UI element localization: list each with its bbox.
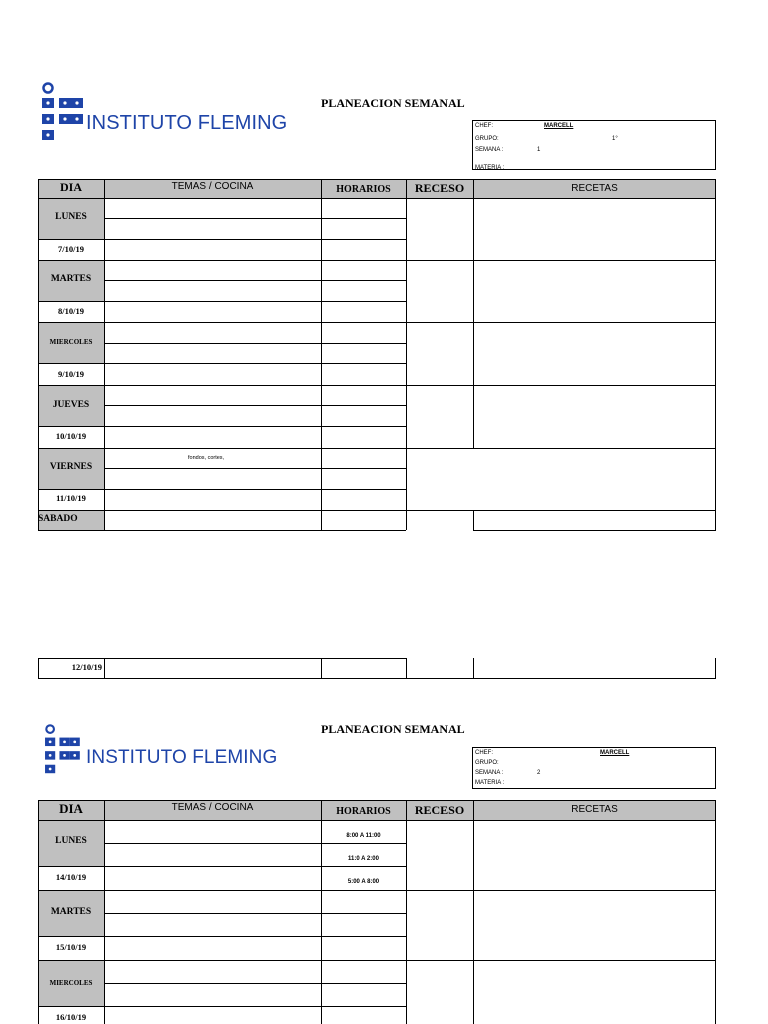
materia-label: MATERIA :: [475, 780, 505, 786]
day-date-jueves: 10/10/19: [55, 431, 87, 441]
fleming-logo-icon: [40, 82, 84, 148]
day-date-miercoles: 9/10/19: [58, 369, 84, 379]
header-horarios: HORARIOS: [336, 184, 391, 195]
sunday-date: 12/10/19: [71, 662, 102, 672]
chef-label: CHEF:: [475, 123, 493, 129]
day-date-martes: 15/10/19: [55, 942, 87, 952]
day-name-jueves: JUEVES: [52, 400, 90, 410]
plan-title: PLANEACION SEMANAL: [321, 96, 465, 110]
chef-value: MARCELL: [600, 750, 630, 756]
grupo-label: GRUPO:: [475, 136, 499, 142]
day-date-lunes: 14/10/19: [55, 872, 87, 882]
info-box: [472, 120, 716, 170]
day-date-miercoles: 16/10/19: [55, 1012, 87, 1022]
institute-logo: [40, 82, 288, 148]
semana-value: 1: [537, 147, 541, 153]
institute-name: INSTITUTO FLEMING: [86, 112, 288, 134]
header-dia: DIA: [59, 801, 83, 816]
header-horarios: HORARIOS: [336, 806, 391, 817]
institute-logo: [40, 724, 285, 790]
materia-label: MATERIA :: [475, 165, 505, 171]
header-receso: RECESO: [414, 181, 465, 195]
header-receso: RECESO: [414, 803, 465, 817]
header-recetas: RECETAS: [571, 183, 618, 194]
lunes-time-3: 5:00 A 8:00: [347, 879, 380, 885]
semana-value: 2: [537, 770, 541, 776]
grupo-value: 1°: [612, 136, 618, 142]
day-name-martes: MARTES: [50, 274, 92, 284]
header-temas: TEMAS / COCINA: [171, 802, 254, 813]
day-name-viernes: VIERNES: [49, 462, 93, 472]
fleming-logo-icon: [40, 724, 84, 780]
header-recetas: RECETAS: [571, 804, 618, 815]
day-name-miercoles: MIERCOLES: [49, 338, 93, 346]
lunes-time-1: 8:00 A 11:00: [346, 833, 381, 839]
chef-value: MARCELL: [544, 123, 574, 129]
day-name-martes: MARTES: [50, 907, 92, 917]
day-name-miercoles: MIERCOLES: [49, 979, 93, 987]
viernes-topic: fondos, cortes,: [188, 455, 225, 461]
info-box: [472, 747, 716, 789]
header-temas: TEMAS / COCINA: [171, 181, 254, 192]
day-name-lunes: LUNES: [55, 836, 87, 846]
lunes-time-2: 11:0 A 2:00: [348, 856, 379, 862]
chef-label: CHEF:: [475, 750, 493, 756]
day-date-viernes: 11/10/19: [56, 493, 86, 503]
day-date-lunes: 7/10/19: [58, 244, 84, 254]
grupo-label: GRUPO:: [475, 760, 499, 766]
header-dia: DIA: [59, 180, 82, 194]
institute-name: INSTITUTO FLEMING: [86, 747, 278, 768]
semana-label: SEMANA :: [475, 770, 504, 776]
semana-label: SEMANA :: [475, 147, 504, 153]
day-name-sabado: SABADO: [38, 514, 78, 524]
plan-title: PLANEACION SEMANAL: [321, 722, 465, 736]
day-date-martes: 8/10/19: [58, 306, 84, 316]
day-name-lunes: LUNES: [55, 212, 87, 222]
